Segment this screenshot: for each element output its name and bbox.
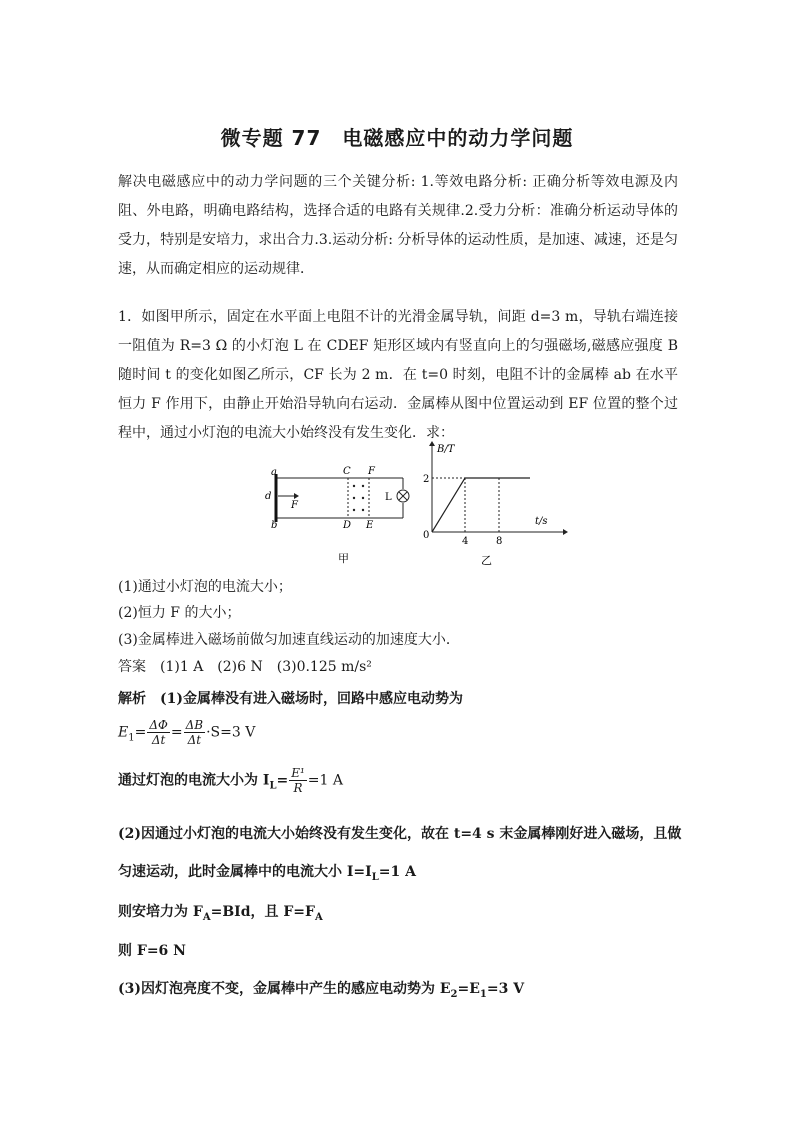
figure-circuit: [258, 460, 418, 570]
question-1: (1)通过小灯泡的电流大小；: [118, 579, 292, 595]
label-E: E: [366, 520, 374, 531]
answer-line: 答案 (1)1 A (2)6 N (3)0.125 m/s²: [118, 659, 372, 675]
label-b: b: [271, 520, 278, 531]
x-axis-label: t/s: [535, 516, 548, 527]
question-3: (3)金属棒进入磁场前做匀加速直线运动的加速度大小．: [118, 632, 460, 648]
tick-y-2: 2: [423, 474, 430, 485]
label-F: F: [368, 466, 375, 477]
equation-emf: $E_1=$ $\frac{\Delta\Phi}{\Delta t}$ = $\frac{\Delta B}{\Delta t}$ ·S=3 V: [118, 718, 256, 747]
analysis-force-result: 则 F=6 N: [118, 943, 186, 959]
label-C: C: [343, 466, 351, 477]
label-a: a: [271, 467, 277, 478]
b-curve: [432, 478, 530, 532]
label-L: L: [385, 492, 392, 503]
intro-paragraph: 解决电磁感应中的动力学问题的三个关键分析: 1.等效电路分析: 正确分析等效电源及内阻、外电路，明确电路结构，选择合适的电路有关规律.2.受力分析：准确分析运动导体的受力，特别是安培力，求出合力.3.运动分析: 分析导体的运动性质，是加速、减速，还是匀速，从而确定相应的运动规律．: [118, 174, 678, 277]
tick-x-4: 4: [462, 536, 469, 547]
tick-origin: 0: [423, 530, 430, 541]
page-title: 微专题 77 电磁感应中的动力学问题: [220, 126, 574, 150]
figure-bt-graph: [415, 440, 575, 570]
tick-x-8: 8: [496, 536, 503, 547]
label-D: D: [343, 520, 352, 531]
caption-jia: 甲: [338, 552, 349, 565]
analysis-ampere-force: 则安培力为 $F_A=BId$，且 $F=F_A$: [118, 904, 323, 923]
analysis-part2-line1: (2)因通过小灯泡的电流大小始终没有发生变化，故在 t=4 s 末金属棒刚好进入磁场，且做: [118, 826, 682, 842]
question-2: (2)恒力 F 的大小；: [118, 605, 241, 621]
caption-yi: 乙: [481, 554, 492, 567]
analysis-part2-line2: 匀速运动，此时金属棒中的电流大小 $I=I_L=1$ A: [118, 864, 416, 883]
problem-statement: 1．如图甲所示，固定在水平面上电阻不计的光滑金属导轨，间距 d=3 m，导轨右端连接一阻值为 R=3 Ω 的小灯泡 L 在 CDEF 矩形区域内有竖直向上的匀强磁场,磁感应强度 B 随时间 t 的变化如图乙所示，CF 长为 2 m．在 t=0 时刻，电阻不计的金属棒 ab 在水平恒力 F 作用下，由静止开始沿导轨向右运动．金属棒从图中位置运动到 EF 位置的整个过程中，通过小灯泡的电流大小始终没有发生变化．求：: [118, 309, 678, 441]
equation-current: 通过灯泡的电流大小为 $I_L=$ $\frac{\text{E¹}}{R}$ =1 A: [118, 766, 343, 795]
label-d: d: [265, 491, 272, 502]
analysis-head: 解析 (1)金属棒没有进入磁场时，回路中感应电动势为: [118, 691, 463, 707]
y-axis-label: B/T: [437, 444, 455, 455]
analysis-part3: (3)因灯泡亮度不变，金属棒中产生的感应电动势为 $E_2=E_1=3$ V: [118, 981, 525, 1000]
label-force: F: [291, 500, 298, 511]
